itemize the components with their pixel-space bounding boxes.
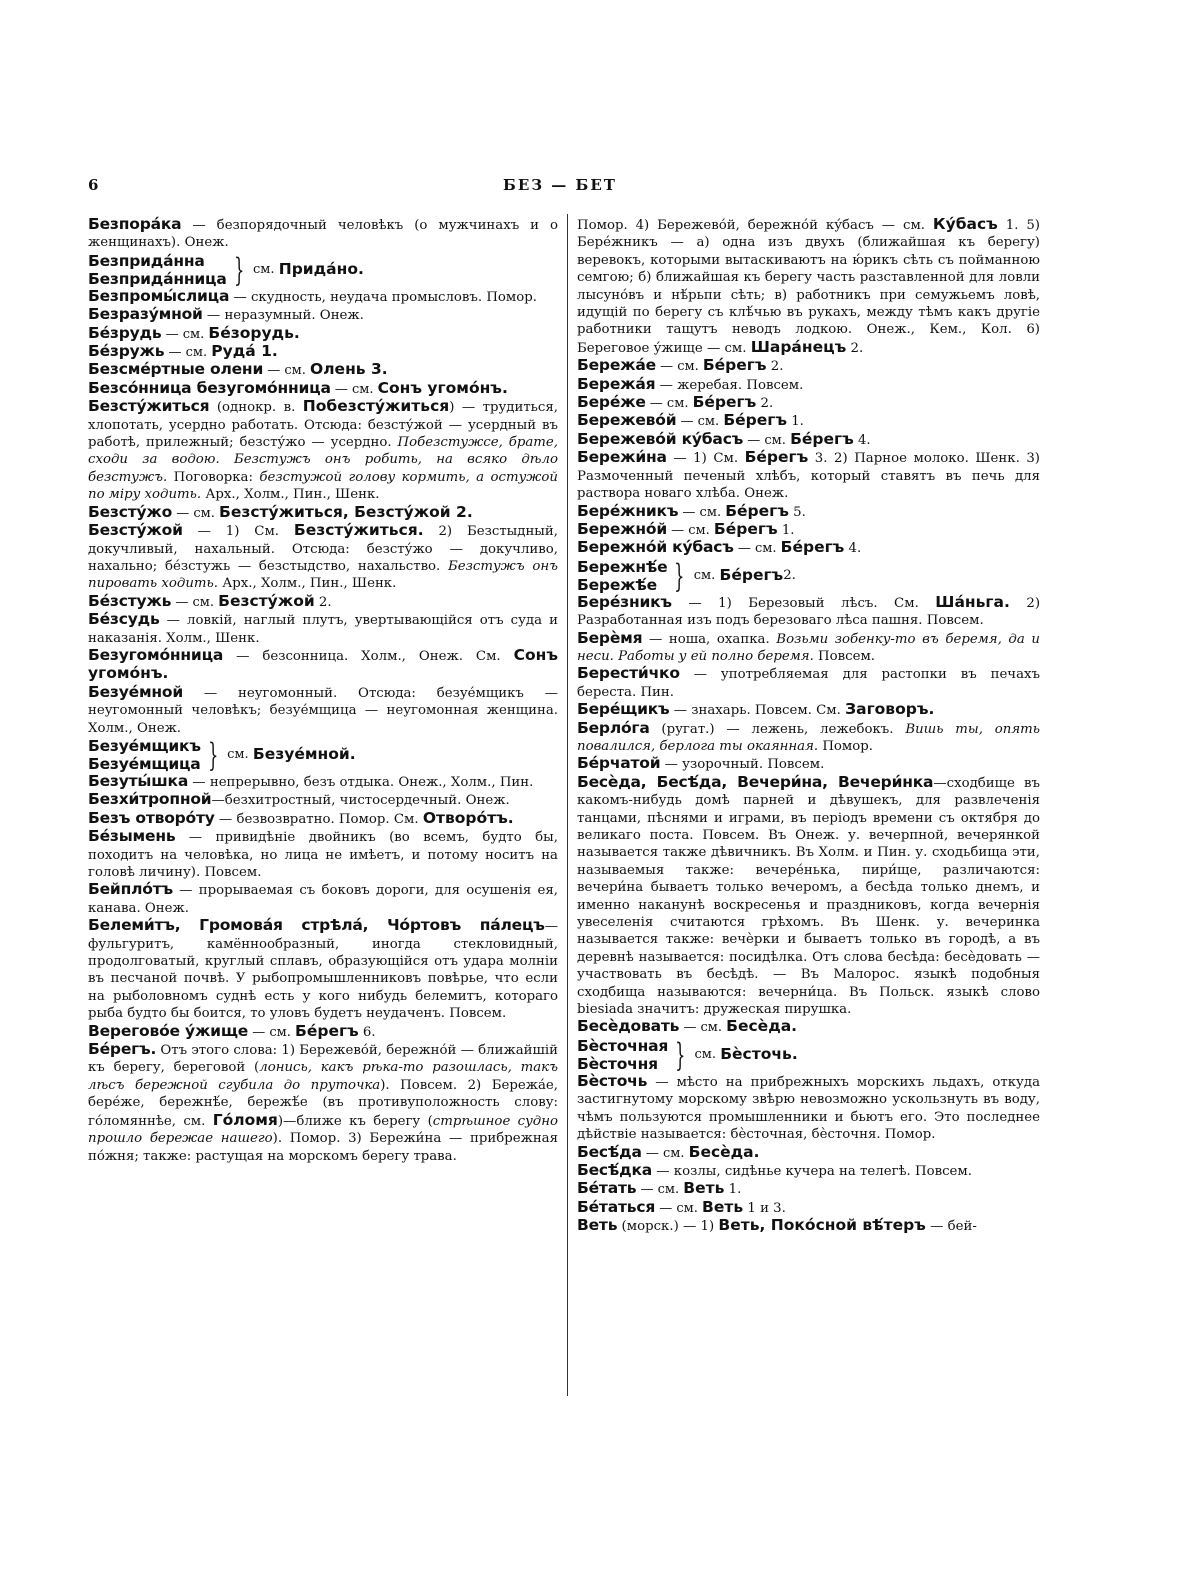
- definition: 4.: [844, 541, 862, 557]
- definition: — прорываемая съ боковъ дороги, для осушенія ея, канава. Онеж.: [88, 883, 558, 916]
- see-label: — см.: [172, 505, 220, 521]
- definition: )—ближе къ берегу (: [277, 1113, 433, 1129]
- headword: Вереговóе у́жище: [88, 1021, 249, 1040]
- definition: — употребляемая для растопки въ печахъ береста. Пин.: [577, 667, 1040, 700]
- see-label: — см.: [666, 522, 714, 538]
- definition: Поговорка:: [167, 469, 260, 485]
- cross-reference: Бе́регъ: [295, 1021, 359, 1040]
- cross-reference: Веть: [702, 1197, 744, 1216]
- dictionary-entry: [88, 1041, 558, 1165]
- cross-reference: Безуе́мной.: [252, 745, 356, 764]
- cross-reference: Бе́регъ: [713, 519, 778, 538]
- cross-reference: Безсту́житься.: [293, 521, 424, 540]
- dictionary-entry: [88, 647, 558, 684]
- headword: Безприда́нна: [88, 251, 205, 270]
- headword: Бе́регъ.: [88, 1040, 157, 1059]
- column-divider: [567, 214, 568, 1396]
- dictionary-entry: [88, 343, 558, 361]
- dictionary-entry: [577, 521, 1040, 539]
- cross-reference: Олень 3.: [310, 360, 388, 379]
- cross-reference: Го́ломя: [212, 1110, 278, 1129]
- dictionary-entry: [577, 1144, 1040, 1162]
- see-label: — см.: [636, 1182, 684, 1198]
- headword: Бѐсточня: [577, 1054, 658, 1073]
- cross-reference: Заговоръ.: [845, 700, 935, 719]
- definition: Арх., Холм., Пин., Шенк.: [217, 576, 397, 592]
- headword: Безсту́жо: [88, 502, 173, 521]
- headword: Безсо́нница безугомо́нница: [88, 378, 331, 397]
- dictionary-entry: [577, 720, 1040, 756]
- headword: Безсме́ртные олени: [88, 360, 264, 379]
- dictionary-entry: [577, 1199, 1040, 1217]
- cross-reference: Бе́регъ: [790, 429, 854, 448]
- definition: 1.: [724, 1182, 742, 1198]
- dictionary-entry: [577, 394, 1040, 412]
- see-label: — см.: [645, 396, 693, 412]
- definition: — узорочный. Повсем.: [660, 757, 825, 773]
- definition: 2.: [766, 359, 784, 375]
- dictionary-entry: [88, 325, 558, 343]
- dictionary-entry: [577, 755, 1040, 773]
- example: Возьми зобенку-то въ беремя, да и неси. Работы у ей полно беремя.: [577, 631, 1040, 664]
- dictionary-entry: [88, 398, 558, 503]
- dictionary-entry: [577, 1073, 1040, 1144]
- definition: — знахарь. Повсем. См.: [669, 703, 846, 719]
- headword: Бе́зружь: [88, 342, 165, 361]
- left-column: [88, 216, 558, 1165]
- headword: Безхи́тропной: [88, 790, 212, 809]
- dictionary-entry: [577, 412, 1040, 430]
- see-label: — см.: [655, 1200, 703, 1216]
- headword: Безпромы́слица: [88, 286, 230, 305]
- definition: 2.: [314, 594, 332, 610]
- headword: Бережнѣ́е: [577, 557, 668, 576]
- see-label: см.: [693, 568, 716, 584]
- definition: 2.: [756, 396, 774, 412]
- example: лонись, какъ рѣка-то разошлась, такъ лѣсъ бережной сгубила до пруточка: [88, 1060, 558, 1093]
- page-header: [88, 176, 1128, 198]
- dictionary-entry: [88, 684, 558, 737]
- definition: (однокр. в.: [209, 400, 303, 416]
- definition: 2) Разработанная изъ подъ березоваго лѣса пашня. Повсем.: [577, 595, 1041, 629]
- cross-reference: Веть, Поко́сной вѣ́теръ: [718, 1216, 926, 1235]
- headword: Берѐмя: [577, 628, 643, 647]
- dictionary-entry: [88, 288, 558, 306]
- see-label: — см.: [161, 326, 209, 342]
- headword: Безугомо́нница: [88, 645, 224, 664]
- headword: Безразу́мной: [88, 305, 203, 324]
- running-head: БЕЗ — БЕТ: [503, 176, 617, 194]
- definition: — 1) Березовый лѣсъ. См.: [671, 595, 936, 611]
- cross-reference: Бе́регъ: [692, 393, 757, 412]
- definition: — 1) См.: [182, 524, 294, 540]
- see-label: см.: [252, 262, 275, 278]
- dictionary-entry: [577, 665, 1040, 701]
- definition: Отъ этого слова: 1) Бережево́й, бережно́й — ближайшій къ берегу, береговой (: [88, 1043, 558, 1076]
- definition: — непрерывно, безъ отдыка. Онеж., Холм., Пин.: [188, 774, 534, 790]
- definition: 1. 5) Бере́жникъ — а) одна изъ двухъ (ближайшая къ берегу) веревокъ, которыми вытаскиваютъ на ю́рикъ сѣть съ пойманною семгою; б) ближайшая къ берегу часть разставленной для ловли лысуно́въ и нѣ́рьпи сѣть; в) работникъ при семужьемъ ловѣ, идущій по берегу съ клѣ́чью въ рукахъ, между тѣмъ какъ другіе работники тащутъ неводъ лодкою. Онеж., Кем., Кол. 6) Береговое у́жище — см.: [577, 218, 1040, 356]
- definition: Помор.: [818, 738, 874, 754]
- cross-reference: Бе́регъ: [702, 356, 767, 375]
- headword: Бережа́я: [577, 374, 656, 393]
- headword: Веть: [577, 1216, 618, 1235]
- definition: 3. 2) Парное молоко. Шенк. 3) Размоченный печеный хлѣбъ, который ставятъ въ печь для раствора новаго хлѣба. Онеж.: [577, 451, 1040, 502]
- definition: 5.: [788, 504, 806, 520]
- cross-reference: Безсту́житься, Безсту́жой 2.: [219, 502, 473, 521]
- dictionary-entry: [88, 361, 558, 379]
- headword: Безуе́мщица: [88, 754, 201, 773]
- dictionary-entry: [577, 431, 1040, 449]
- dictionary-entry: [88, 306, 558, 324]
- definition: 6.: [358, 1024, 376, 1040]
- example: Побезстужсе, брате, сходи за водою. Безстужъ онъ робить, на всяко дѣло безстужъ.: [88, 435, 558, 485]
- definition: — ноша, охапка.: [642, 631, 777, 647]
- definition: (морск.) — 1): [617, 1219, 719, 1235]
- headword: Бейпло́тъ: [88, 880, 173, 899]
- headword: Безуты́шка: [88, 771, 189, 790]
- cross-reference: Бѐсточь.: [720, 1045, 798, 1064]
- see-label: см.: [227, 747, 249, 763]
- dictionary-entry: [88, 828, 558, 881]
- cross-reference: Ку́басъ: [932, 215, 998, 233]
- cross-reference: Бе́зорудь.: [208, 323, 300, 342]
- definition: (ругат.) — лежень, лежебокъ.: [649, 721, 906, 737]
- headword: Бе́таться: [577, 1197, 656, 1216]
- definition: — привидѣніе двойникъ (во всемъ, будто бы, походитъ на человѣка, но лица не имѣетъ, и потому носитъ на головѣ личину). Повсем.: [88, 830, 558, 880]
- headword: Безуе́мщикъ: [88, 736, 201, 755]
- dictionary-entry: [577, 1018, 1040, 1036]
- dictionary-entry-continued: [577, 216, 1040, 357]
- definition: 4.: [853, 432, 871, 448]
- see-label: — см.: [263, 363, 311, 379]
- brace-icon: }: [207, 735, 219, 774]
- headword: Бе́зрудь: [88, 323, 162, 342]
- headword: Безсту́жой: [88, 521, 183, 540]
- see-label: — см.: [330, 381, 378, 397]
- definition: — скудность, неудача промысловъ. Помор.: [229, 289, 538, 305]
- headword: Бесѐдовать: [577, 1017, 680, 1036]
- see-label: — см.: [164, 345, 212, 361]
- see-label: — см.: [655, 359, 703, 375]
- headword: Бережѣ́е: [577, 575, 657, 594]
- definition: 1.: [787, 414, 804, 430]
- dictionary-entry: [88, 1023, 558, 1041]
- headword: Бере́жникъ: [577, 501, 679, 520]
- definition: ). Повсем. 2) Бережа́е, бере́же, бережнѣ́е, бережѣ́е (въ противуположность слову: го́ломяннѣе, см.: [88, 1077, 559, 1129]
- cross-reference: Бесѐда.: [726, 1017, 798, 1036]
- see-label: см.: [694, 1047, 716, 1063]
- cross-reference: Безсту́жой: [218, 591, 315, 610]
- definition: —сходбище въ какомъ-нибудь домѣ парней и дѣвушекъ, для развлеченія танцами, пѣснями и играми, въ періодъ времени съ октября до великаго поста. Повсем. Въ Онеж. у. вечерпной, вечерянкой называется также дѣвичникъ. Въ Холм. и Пин. у. сходьбища эти, называемыя также: вечере́нька, пири́ще, различаются: вечери́на бываетъ только вечеромъ, а бесѣда только днемъ, и именно наканунѣ воскресенья и праздниковъ, когда вечернія увеселенія считаются грѣхомъ. Въ Шенк. у. вечеринка называется также: вечѐрки и бываетъ только въ городѣ, а въ деревнѣ называется: посидѣлка. Отъ слова бесѣда: бесѐдовать — участвовать въ бесѣдѣ. — Въ Малорос. языкѣ подобныя сходбища называются: вечерни́ца. Въ Польск. языкѣ слово biesiada значитъ: дружеская пирушка.: [577, 775, 1040, 1018]
- cross-reference: Бе́регъ: [723, 411, 787, 430]
- definition: —безхитростный, чистосердечный. Онеж.: [211, 793, 510, 809]
- dictionary-entry: [88, 380, 558, 398]
- cross-reference: Бе́регъ: [780, 538, 845, 557]
- dictionary-entry: [577, 539, 1040, 557]
- headword: Бе́тать: [577, 1179, 637, 1198]
- dictionary-entry: [88, 810, 558, 828]
- headword: Безприда́нница: [88, 269, 227, 288]
- definition: Повсем.: [813, 648, 876, 664]
- cross-reference: Сонъ угомо́нъ.: [377, 378, 508, 397]
- definition: Помор. 4) Бережево́й, бережно́й ку́басъ — см.: [577, 218, 933, 233]
- dictionary-entry: [88, 881, 558, 917]
- cross-reference: Отворо́тъ.: [422, 808, 514, 827]
- see-label: — см.: [171, 594, 219, 610]
- cross-reference: Бе́регъ: [744, 448, 809, 467]
- headword: Бережево́й: [577, 411, 677, 430]
- brace-icon: }: [674, 556, 685, 595]
- definition: — жеребая. Повсем.: [655, 377, 804, 393]
- definition: 1.: [777, 522, 795, 538]
- definition: 1 и 3.: [743, 1200, 786, 1216]
- page-number: 6: [88, 176, 99, 194]
- headword: Бере́щикъ: [577, 700, 670, 719]
- headword: Бере́же: [577, 393, 646, 412]
- definition: 2) Безстыдный, докучливый, нахальный. Отсюда: безсту́жо — докучливо, нахально; бе́зстужь — безстыдство, нахальство.: [88, 524, 558, 574]
- cross-reference: Побезсту́житься: [302, 397, 450, 416]
- headword: Бере́зникъ: [577, 592, 672, 611]
- headword: Безуе́мной: [88, 682, 184, 701]
- right-column: [577, 216, 1040, 1236]
- dictionary-entry: [88, 593, 558, 611]
- headword: Бесѣ́дка: [577, 1160, 653, 1179]
- brace-icon: }: [675, 1035, 686, 1074]
- headword: Бережно́й: [577, 519, 667, 538]
- dictionary-entry: [88, 611, 558, 647]
- dictionary-entry: [577, 1180, 1040, 1198]
- headword: Бѐсточь: [577, 1071, 648, 1090]
- definition: — фульгуритъ, камённообразный, иногда стекловидный, продолговатый, круглый сплавъ, образующійся отъ удара молніи въ песчаной почвѣ. У рыбопромышленниковъ повѣрье, что если на рыболовномъ суднѣ есть у кого нибудь белемитъ, котораго рыба будто бы боится, то уловъ будетъ неудаченъ. Повсем.: [88, 919, 558, 1022]
- example: безстужой голову кормить, а остужой по міру ходить.: [88, 469, 558, 503]
- cross-reference: Веть: [683, 1179, 725, 1198]
- dictionary-entry: [88, 216, 558, 252]
- headword: Берло́га: [577, 718, 650, 737]
- brace-icon: }: [233, 250, 244, 289]
- headword: Бесѐда, Бесѣ́да, Вечери́на, Вечери́нка: [577, 772, 934, 791]
- example: стрѣшное судно прошло бережае нашего: [88, 1113, 558, 1147]
- definition: 2.: [846, 340, 864, 356]
- headword: Бе́зсудь: [88, 610, 160, 629]
- dictionary-entry: [577, 701, 1040, 719]
- cross-reference: Сонъ угомо́нъ.: [88, 645, 558, 683]
- headword: Белеми́тъ, Громова́я стрѣла́, Чо́ртовъ па́лецъ: [88, 916, 545, 935]
- headword: Бѐсточная: [577, 1036, 669, 1055]
- headword: Бесѣ́да: [577, 1142, 642, 1161]
- definition: — ловкій, наглый плутъ, увертывающійся отъ суда и наказанія. Холм., Шенк.: [88, 613, 558, 646]
- definition: 2.: [783, 568, 796, 584]
- dictionary-entry: [577, 558, 1040, 594]
- definition: — мѣсто на прибрежныхъ морскихъ льдахъ, откуда застигнутому морскому звѣрю невозможно ускользнуть въ воду, чѣмъ пользуются промышленники и бьютъ его. Это последнее дѣйствіе называется: бѐсточная, бѐсточня. Помор.: [577, 1074, 1040, 1143]
- see-label: — см.: [733, 541, 781, 557]
- see-label: — см.: [678, 504, 726, 520]
- headword: Бережево́й ку́басъ: [577, 429, 744, 448]
- dictionary-entry: [88, 252, 558, 288]
- see-label: — см.: [743, 432, 791, 448]
- dictionary-entry: [577, 376, 1040, 394]
- headword: Бе́рчатой: [577, 754, 661, 773]
- see-label: — см.: [679, 1020, 727, 1036]
- definition: — безпорядочный человѣкъ (о мужчинахъ и о женщинахъ). Онеж.: [88, 218, 558, 251]
- dictionary-entry: [88, 737, 558, 773]
- cross-reference: Прида́но.: [278, 260, 364, 279]
- dictionary-entry: [577, 774, 1040, 1019]
- dictionary-entry: [88, 773, 558, 791]
- dictionary-entry: [577, 1217, 1040, 1235]
- definition: ) — трудиться, хлопотать, усердно работать. Отсюда: безсту́жой — усердный въ работѣ, прилежный; безсту́жо — усердно.: [88, 400, 558, 451]
- dictionary-entry: [577, 594, 1040, 630]
- definition: — бей-: [925, 1219, 977, 1235]
- cross-reference: Бесѐда.: [688, 1142, 760, 1161]
- definition: — козлы, сидѣнье кучера на телегѣ. Повсем.: [652, 1163, 972, 1179]
- headword: Бережа́е: [577, 356, 656, 375]
- headword: Безсту́житься: [88, 397, 210, 416]
- definition: — неугомонный. Отсюда: безуе́мщикъ — неугомонный человѣкъ; безуе́мщица — неугомонная женщина. Холм., Онеж.: [88, 685, 558, 736]
- dictionary-entry: [88, 917, 558, 1022]
- headword: Безъ отворо́ту: [88, 808, 215, 827]
- definition: — безвозвратно. Помор. См.: [214, 811, 423, 827]
- dictionary-entry: [577, 630, 1040, 666]
- see-label: — см.: [248, 1024, 296, 1040]
- dictionary-entry: [577, 503, 1040, 521]
- definition: — безсонница. Холм., Онеж. См.: [223, 648, 514, 664]
- example: Вишь ты, опять повалился, берлога ты окаянная.: [577, 721, 1040, 754]
- definition: ). Помор. 3) Бережи́на — прибрежная по́жня; также: растущая на морскомъ берегу трава.: [88, 1131, 558, 1164]
- headword: Безпора́ка: [88, 215, 182, 233]
- definition: Арх., Холм., Пин., Шенк.: [201, 487, 380, 503]
- headword: Берести́чко: [577, 664, 680, 683]
- cross-reference: Шара́нецъ: [750, 337, 847, 356]
- headword: Бережи́на: [577, 448, 667, 467]
- dictionary-entry: [577, 357, 1040, 375]
- cross-reference: Руда́ 1.: [211, 342, 278, 361]
- dictionary-entry: [88, 791, 558, 809]
- definition: — 1) См.: [666, 451, 745, 467]
- definition: — неразумный. Онеж.: [202, 308, 364, 324]
- dictionary-entry: [577, 1037, 1040, 1073]
- see-label: — см.: [676, 414, 724, 430]
- dictionary-entry: [88, 504, 558, 522]
- dictionary-entry: [577, 1162, 1040, 1180]
- headword: Бе́зстужь: [88, 591, 172, 610]
- example: Безстужъ онъ пировать ходить.: [88, 558, 558, 592]
- dictionary-entry: [577, 449, 1040, 502]
- see-label: — см.: [641, 1145, 689, 1161]
- headword: Бережно́й ку́басъ: [577, 538, 734, 557]
- cross-reference: Ша́ньга.: [935, 592, 1010, 611]
- cross-reference: Бе́регъ: [725, 501, 789, 520]
- headword: Бе́зымень: [88, 827, 176, 846]
- cross-reference: Бе́регъ: [719, 566, 784, 585]
- dictionary-entry: [88, 522, 558, 593]
